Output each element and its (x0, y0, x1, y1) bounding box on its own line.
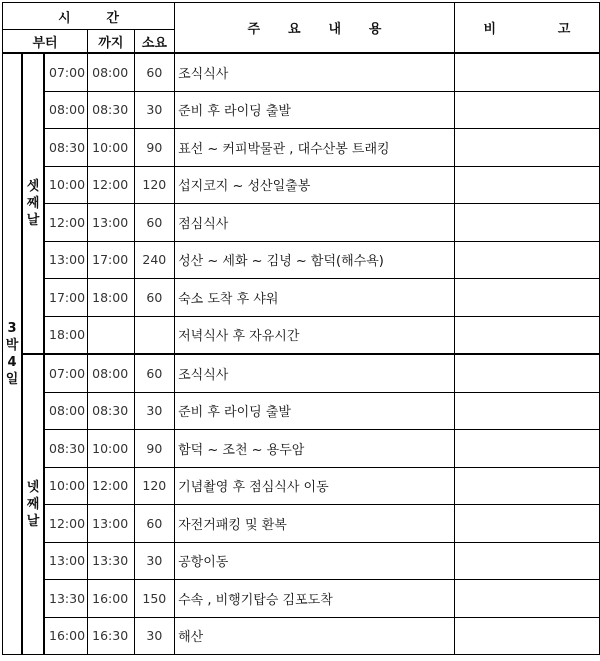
note-cell (454, 91, 599, 129)
from-header: 부터 (3, 30, 88, 54)
table-row (3, 279, 600, 317)
note-cell (454, 354, 599, 392)
table-row (3, 430, 600, 468)
activity-content: 표선 ~ 커피박물관 , 대수산봉 트래킹 (175, 129, 455, 167)
note-cell (454, 316, 599, 354)
end-time: 16:30 (88, 617, 134, 655)
start-time: 07:00 (44, 53, 88, 91)
table-row (3, 580, 600, 618)
note-header: 비 고 (454, 3, 599, 54)
start-time: 10:00 (44, 166, 88, 204)
time-header: 시 간 (3, 3, 175, 30)
start-time: 08:30 (44, 430, 88, 468)
activity-content: 준비 후 라이딩 출발 (175, 91, 455, 129)
end-time: 16:00 (88, 580, 134, 618)
duration-minutes: 60 (134, 53, 175, 91)
itinerary-table (2, 2, 600, 655)
table-row (3, 505, 600, 543)
duration-minutes: 240 (134, 241, 175, 279)
end-time: 10:00 (88, 430, 134, 468)
end-time: 08:00 (88, 354, 134, 392)
activity-content: 저녁식사 후 자유시간 (175, 316, 455, 354)
end-time: 08:30 (88, 91, 134, 129)
note-cell (454, 542, 599, 580)
activity-content: 조식식사 (175, 354, 455, 392)
note-cell (454, 241, 599, 279)
end-time (88, 316, 134, 354)
table-row (3, 53, 600, 91)
table-row (3, 392, 600, 430)
end-time: 13:00 (88, 204, 134, 242)
start-time: 10:00 (44, 467, 88, 505)
day-label-char: 넷 (26, 480, 40, 495)
table-row (3, 542, 600, 580)
table-row (3, 129, 600, 167)
start-time: 12:00 (44, 204, 88, 242)
table-row (3, 354, 600, 392)
duration-minutes: 120 (134, 166, 175, 204)
duration-minutes: 90 (134, 430, 175, 468)
duration-minutes: 60 (134, 354, 175, 392)
table-row (3, 241, 600, 279)
table-row (3, 316, 600, 354)
note-cell (454, 392, 599, 430)
table-row (3, 91, 600, 129)
to-header: 까지 (88, 30, 134, 54)
start-time: 13:00 (44, 241, 88, 279)
day-label-char: 날 (26, 514, 40, 529)
note-cell (454, 204, 599, 242)
activity-content: 자전거패킹 및 환복 (175, 505, 455, 543)
duration-minutes: 90 (134, 129, 175, 167)
day-label-char: 째 (26, 497, 40, 512)
duration-minutes: 150 (134, 580, 175, 618)
note-cell (454, 580, 599, 618)
activity-content: 성산 ~ 세화 ~ 김녕 ~ 함덕(해수욕) (175, 241, 455, 279)
duration-minutes: 30 (134, 617, 175, 655)
end-time: 13:00 (88, 505, 134, 543)
activity-content: 해산 (175, 617, 455, 655)
start-time: 12:00 (44, 505, 88, 543)
start-time: 13:30 (44, 580, 88, 618)
note-cell (454, 505, 599, 543)
start-time: 08:00 (44, 392, 88, 430)
activity-content: 조식식사 (175, 53, 455, 91)
start-time: 08:00 (44, 91, 88, 129)
duration-minutes: 30 (134, 542, 175, 580)
duration-minutes: 60 (134, 279, 175, 317)
note-cell (454, 166, 599, 204)
activity-content: 섭지코지 ~ 성산일출봉 (175, 166, 455, 204)
content-header: 주 요 내 용 (175, 3, 455, 54)
trip-length-char: 3 (7, 321, 17, 336)
start-time: 13:00 (44, 542, 88, 580)
duration-minutes: 30 (134, 392, 175, 430)
start-time: 17:00 (44, 279, 88, 317)
end-time: 13:30 (88, 542, 134, 580)
activity-content: 공항이동 (175, 542, 455, 580)
activity-content: 점심식사 (175, 204, 455, 242)
end-time: 10:00 (88, 129, 134, 167)
duration-minutes (134, 316, 175, 354)
duration-header: 소요 (134, 30, 175, 54)
note-cell (454, 430, 599, 468)
trip-length-char: 박 (5, 338, 19, 353)
end-time: 08:30 (88, 392, 134, 430)
note-cell (454, 129, 599, 167)
table-row (3, 617, 600, 655)
trip-length-char: 4 (7, 355, 17, 370)
table-row (3, 166, 600, 204)
start-time: 16:00 (44, 617, 88, 655)
end-time: 12:00 (88, 166, 134, 204)
day-label-char: 째 (26, 196, 40, 211)
table-row (3, 204, 600, 242)
day-label (22, 354, 44, 655)
note-cell (454, 279, 599, 317)
trip-length-char: 일 (5, 372, 19, 387)
activity-content: 수속 , 비행기탑승 김포도착 (175, 580, 455, 618)
day-label-char: 날 (26, 213, 40, 228)
start-time: 18:00 (44, 316, 88, 354)
end-time: 18:00 (88, 279, 134, 317)
end-time: 08:00 (88, 53, 134, 91)
start-time: 07:00 (44, 354, 88, 392)
end-time: 17:00 (88, 241, 134, 279)
note-cell (454, 53, 599, 91)
duration-minutes: 30 (134, 91, 175, 129)
activity-content: 함덕 ~ 조천 ~ 용두암 (175, 430, 455, 468)
activity-content: 기념촬영 후 점심식사 이동 (175, 467, 455, 505)
day-label (22, 53, 44, 354)
start-time: 08:30 (44, 129, 88, 167)
table-row (3, 467, 600, 505)
end-time: 12:00 (88, 467, 134, 505)
day-label-char: 셋 (26, 179, 40, 194)
note-cell (454, 467, 599, 505)
itinerary-body (3, 53, 600, 655)
duration-minutes: 120 (134, 467, 175, 505)
activity-content: 준비 후 라이딩 출발 (175, 392, 455, 430)
duration-minutes: 60 (134, 505, 175, 543)
activity-content: 숙소 도착 후 샤워 (175, 279, 455, 317)
duration-minutes: 60 (134, 204, 175, 242)
trip-length-label (3, 53, 22, 655)
note-cell (454, 617, 599, 655)
